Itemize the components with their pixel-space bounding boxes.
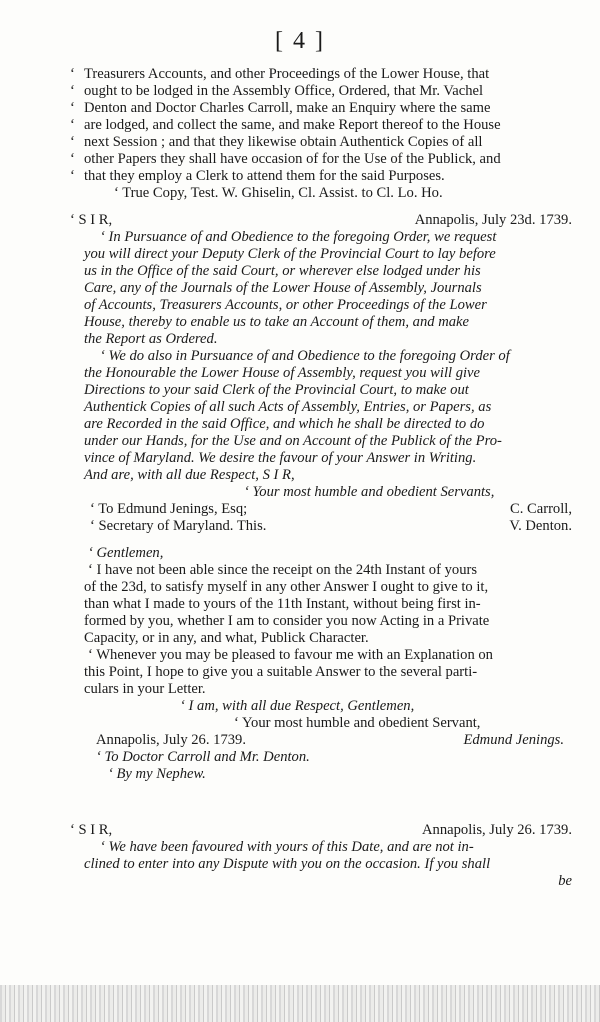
letter-one-secretary-row: [84, 518, 572, 535]
letter-one-secretary: ‘ Secretary of Maryland. This.: [90, 518, 267, 534]
letter-two-by-line: ‘ By my Nephew.: [108, 766, 206, 782]
letter-three-header: [70, 822, 572, 839]
letter-two-closing-2: ‘ Your most humble and obedient Servant,: [234, 715, 481, 731]
letter-three-salutation: ‘ S I R,: [70, 822, 113, 838]
order-line: ‘ next Session ; and that they likewise obtain Authentick Copies of all: [70, 134, 483, 150]
signer-carroll: C. Carroll,: [509, 501, 572, 517]
letter-two-date-row: [84, 732, 572, 749]
letter-three-paragraph-1: ‘ We have been favoured with yours of this Date, and are not in- clined to enter into any Dispute with you on the occasion. If you shall: [84, 839, 491, 872]
letter-two: [84, 545, 572, 783]
order-line: ‘ Denton and Doctor Charles Carroll, make an Enquiry where the same: [70, 100, 491, 116]
page-edge: [0, 985, 600, 1022]
order-line: ‘ other Papers they shall have occasion of for the Use of the Publick, and: [70, 151, 501, 167]
order-line: ‘ ought to be lodged in the Assembly Office, Ordered, that Mr. Vachel: [70, 83, 484, 99]
attestation: ‘ True Copy, Test. W. Ghiselin, Cl. Assist. to Cl. Lo. Ho.: [114, 185, 443, 201]
letter-one-addressee-row: [84, 501, 572, 518]
letter-three: [70, 822, 572, 890]
letter-two-to-line: ‘ To Doctor Carroll and Mr. Denton.: [96, 749, 310, 765]
letter-one-paragraph-2: ‘ We do also in Pursuance of and Obedience to the foregoing Order of the Honourable the Lower House of Assembly, request you will give Directions to your said Clerk of the Provincial Court, to make out Authentick Copies of all such Acts of Assembly, Entries, or Papers, as are Recorded in the said Office, and which he shall be directed to do under our Hands, for the Use and on Account of the Publick of the Pro- vince of Maryland. We desire the favour of your Answer in Writing. And are, with all due Respect, S I R,: [84, 348, 510, 483]
signer-denton: V. Denton.: [509, 518, 572, 534]
order-line: ‘ Treasurers Accounts, and other Proceedings of the Lower House, that: [70, 66, 490, 82]
letter-one-paragraph-1: ‘ In Pursuance of and Obedience to the foregoing Order, we request you will direct your Deputy Clerk of the Provincial Court to lay before us in the Office of the said Court, or wherever else lodged under his Care, any of the Journals of the Lower House of Assembly, Journals of Accounts, Treasurers Accounts, or other Proceedings of the Lower House, thereby to enable us to take an Account of them, and make the Report as Ordered.: [84, 229, 497, 347]
letter-two-place-date: Annapolis, July 26. 1739.: [96, 732, 246, 748]
signer-jenings: Edmund Jenings.: [463, 732, 564, 748]
order-block: [70, 66, 572, 202]
order-line: ‘ are lodged, and collect the same, and make Report thereof to the House: [70, 117, 501, 133]
letter-two-salutation: ‘ Gentlemen,: [88, 545, 164, 561]
letter-one: [70, 212, 572, 535]
letter-one-closing: ‘ Your most humble and obedient Servants,: [244, 484, 495, 500]
catchword: be: [558, 873, 572, 889]
order-line: ‘ that they employ a Clerk to attend them for the said Purposes.: [70, 168, 445, 184]
page-number: [ 4 ]: [275, 28, 325, 54]
letter-one-salutation: ‘ S I R,: [70, 212, 113, 228]
letter-three-place-date: Annapolis, July 26. 1739.: [422, 822, 572, 838]
letter-one-place-date: Annapolis, July 23d. 1739.: [414, 212, 572, 228]
letter-two-closing-1: ‘ I am, with all due Respect, Gentlemen,: [180, 698, 415, 714]
letter-one-addressee: ‘ To Edmund Jenings, Esq;: [90, 501, 248, 517]
letter-two-paragraph-2: ‘ Whenever you may be pleased to favour me with an Explanation on this Point, I hope to give you a suitable Answer to the several parti- culars in your Letter.: [84, 647, 493, 697]
letter-two-paragraph-1: ‘ I have not been able since the receipt on the 24th Instant of yours of the 23d, to satisfy myself in any other Answer I ought to give to it, than what I made to yours of the 11th Instant, without being first in- formed by you, whether I am to consider you now Acting in a Private Capacity, or in any, and what, Publick Character.: [84, 562, 490, 646]
letter-one-header: [70, 212, 572, 229]
